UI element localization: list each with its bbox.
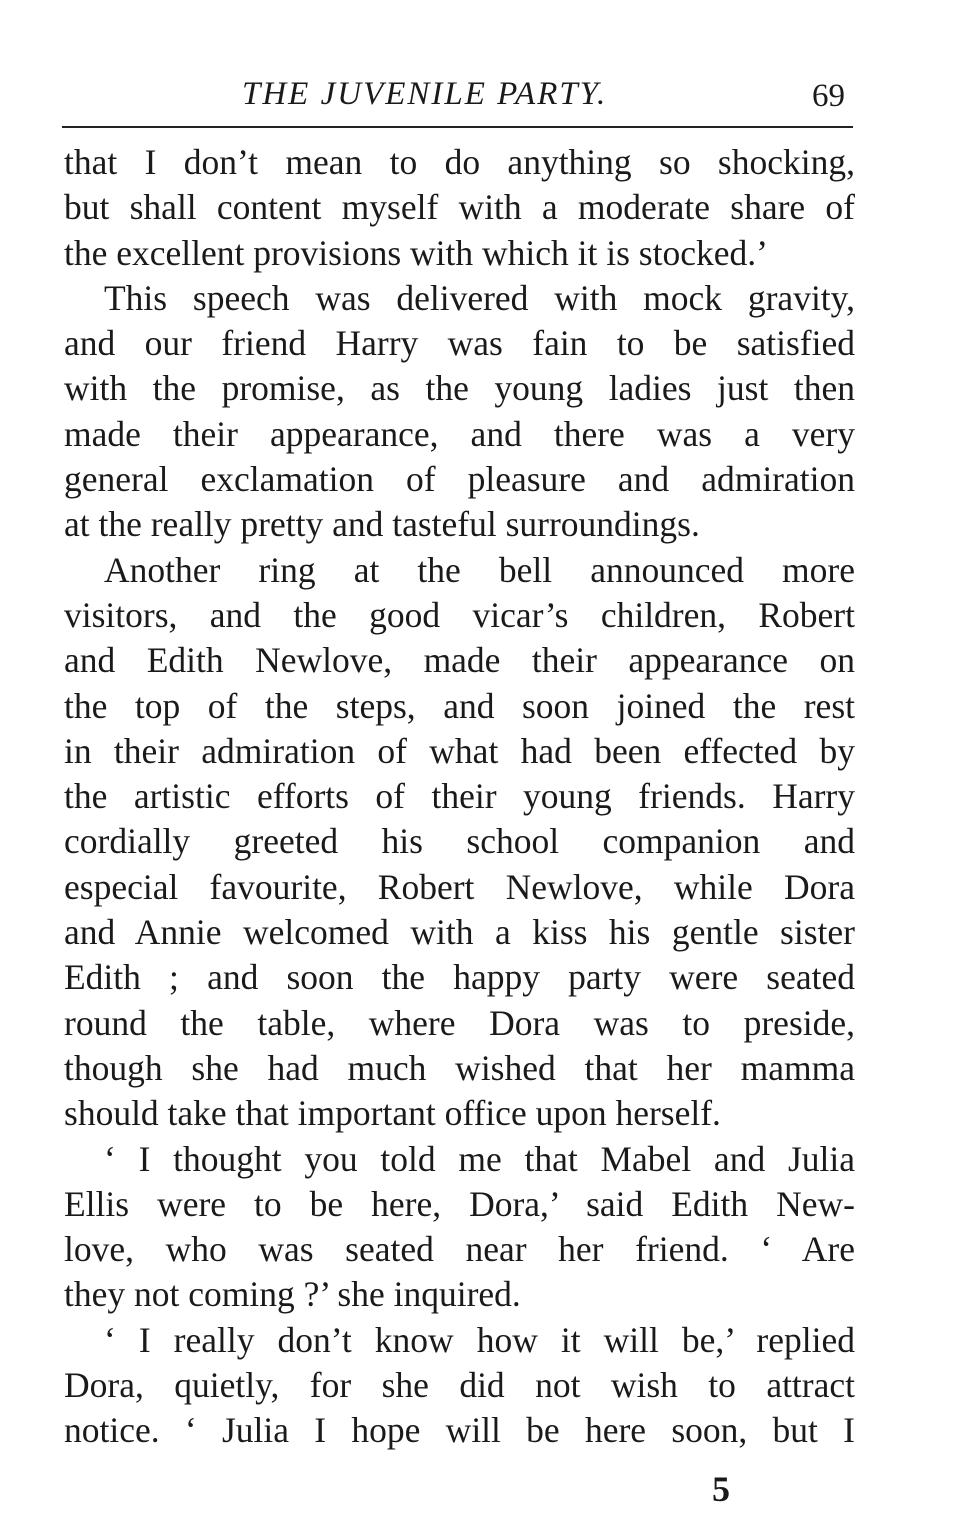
text-line: the artistic efforts of their young friends. Harry [64, 776, 855, 817]
signature-mark: 5 [712, 1469, 730, 1509]
text-line: ‘ I thought you told me that Mabel and Julia [104, 1138, 855, 1179]
text-line: the top of the steps, and soon joined the rest [64, 685, 855, 726]
text-line: with the promise, as the young ladies just then [64, 368, 855, 409]
text-line: Dora, quietly, for she did not wish to attract [64, 1365, 855, 1406]
text-line: and Edith Newlove, made their appearance on [64, 640, 855, 681]
text-line: especial favourite, Robert Newlove, while Dora [64, 866, 855, 907]
text-line: Ellis were to be here, Dora,’ said Edith New- [64, 1183, 855, 1224]
text-line: though she had much wished that her mamma [64, 1047, 855, 1088]
text-line: the excellent provisions with which it is stocked.’ [64, 232, 768, 273]
text-line: they not coming ?’ she inquired. [64, 1274, 521, 1315]
text-line: visitors, and the good vicar’s children, Robert [64, 594, 855, 635]
text-line: This speech was delivered with mock gravity, [104, 277, 855, 318]
body-text [64, 140, 855, 1454]
text-line: love, who was seated near her friend. ‘ Are [64, 1229, 855, 1270]
text-line: should take that important office upon herself. [64, 1093, 721, 1134]
text-line: that I don’t mean to do anything so shocking, [64, 142, 855, 182]
text-line: Edith ; and soon the happy party were seated [64, 957, 855, 998]
text-line: round the table, where Dora was to preside, [64, 1002, 855, 1043]
page-number: 69 [812, 78, 845, 114]
text-line: but shall content myself with a moderate share of [64, 187, 855, 228]
text-line: in their admiration of what had been effected by [64, 730, 855, 771]
text-line: at the really pretty and tasteful surroundings. [64, 504, 700, 545]
text-line: made their appearance, and there was a very [64, 413, 855, 454]
text-line: Another ring at the bell announced more [104, 549, 855, 590]
header-rule [62, 126, 853, 128]
text-line: notice. ‘ Julia I hope will be here soon, but I [64, 1410, 855, 1451]
running-header [62, 72, 853, 122]
text-line: and our friend Harry was fain to be satisfied [64, 323, 855, 364]
running-title: THE JUVENILE PARTY. [242, 76, 608, 112]
text-line: ‘ I really don’t know how it will be,’ replied [104, 1319, 855, 1360]
text-line: cordially greeted his school companion and [64, 821, 855, 862]
text-line: general exclamation of pleasure and admiration [64, 459, 855, 500]
text-line: and Annie welcomed with a kiss his gentle sister [64, 912, 855, 953]
